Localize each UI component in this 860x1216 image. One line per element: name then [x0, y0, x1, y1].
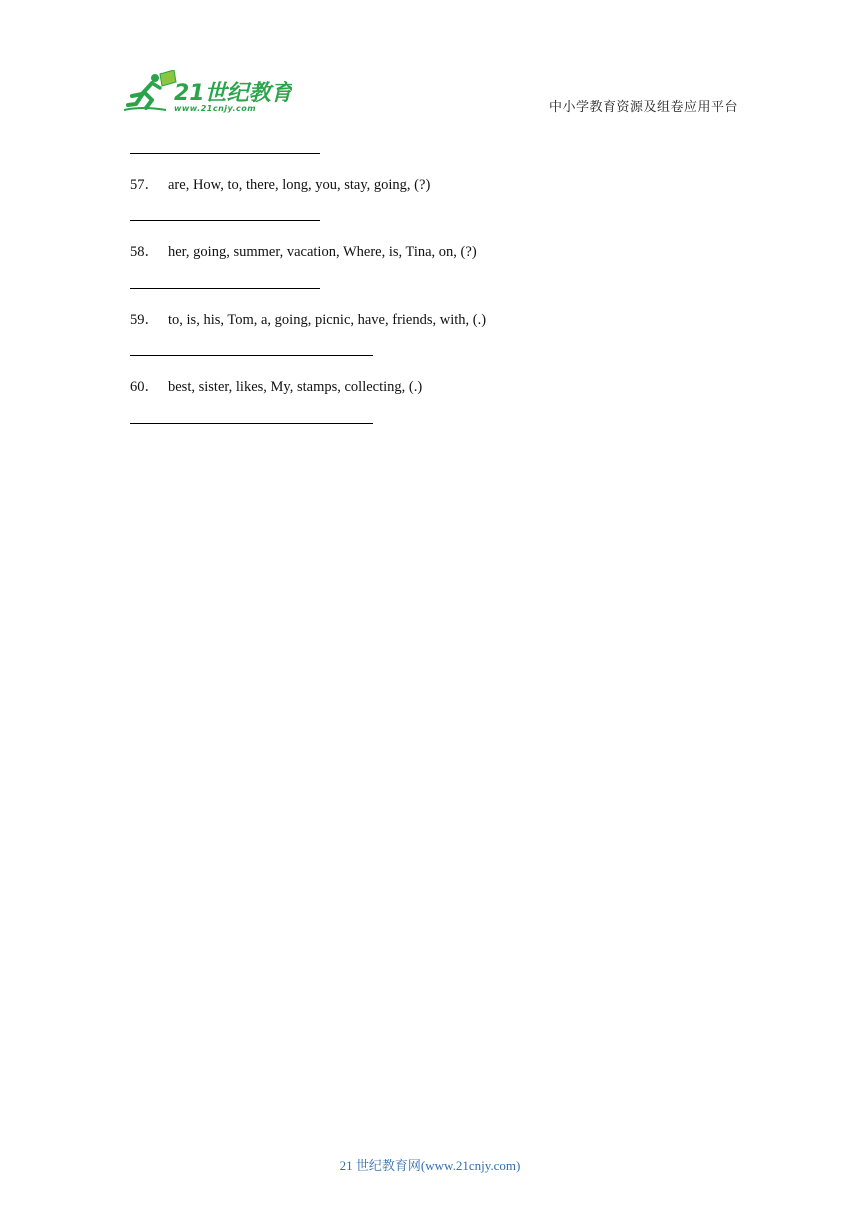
question-text: are, How, to, there, long, you, stay, going, (?)	[168, 177, 431, 193]
answer-line	[130, 288, 320, 289]
question-number: 58．	[130, 244, 159, 260]
question-text: to, is, his, Tom, a, going, picnic, have, friends, with, (.)	[168, 312, 487, 328]
logo-text: 21世纪教育	[174, 81, 292, 106]
header-tagline: 中小学教育资源及组卷应用平台	[549, 100, 739, 115]
brand-logo	[122, 70, 292, 116]
answer-line	[130, 355, 373, 356]
question-number: 57．	[130, 177, 159, 193]
question-58	[130, 240, 477, 261]
answer-line	[130, 153, 320, 154]
question-number: 60．	[130, 379, 159, 395]
question-60	[130, 375, 422, 396]
logo-url: www.21cnjy.com	[174, 104, 257, 113]
footer-link[interactable]: 21 世纪教育网(www.21cnjy.com)	[339, 1158, 521, 1173]
question-text: best, sister, likes, My, stamps, collecting, (.)	[168, 379, 423, 395]
question-59	[130, 308, 486, 329]
question-text: her, going, summer, vacation, Where, is, Tina, on, (?)	[168, 244, 477, 260]
answer-line	[130, 423, 373, 424]
question-57	[130, 173, 430, 194]
runner-logo-icon	[122, 70, 292, 116]
question-number: 59．	[130, 312, 159, 328]
answer-line	[130, 220, 320, 221]
